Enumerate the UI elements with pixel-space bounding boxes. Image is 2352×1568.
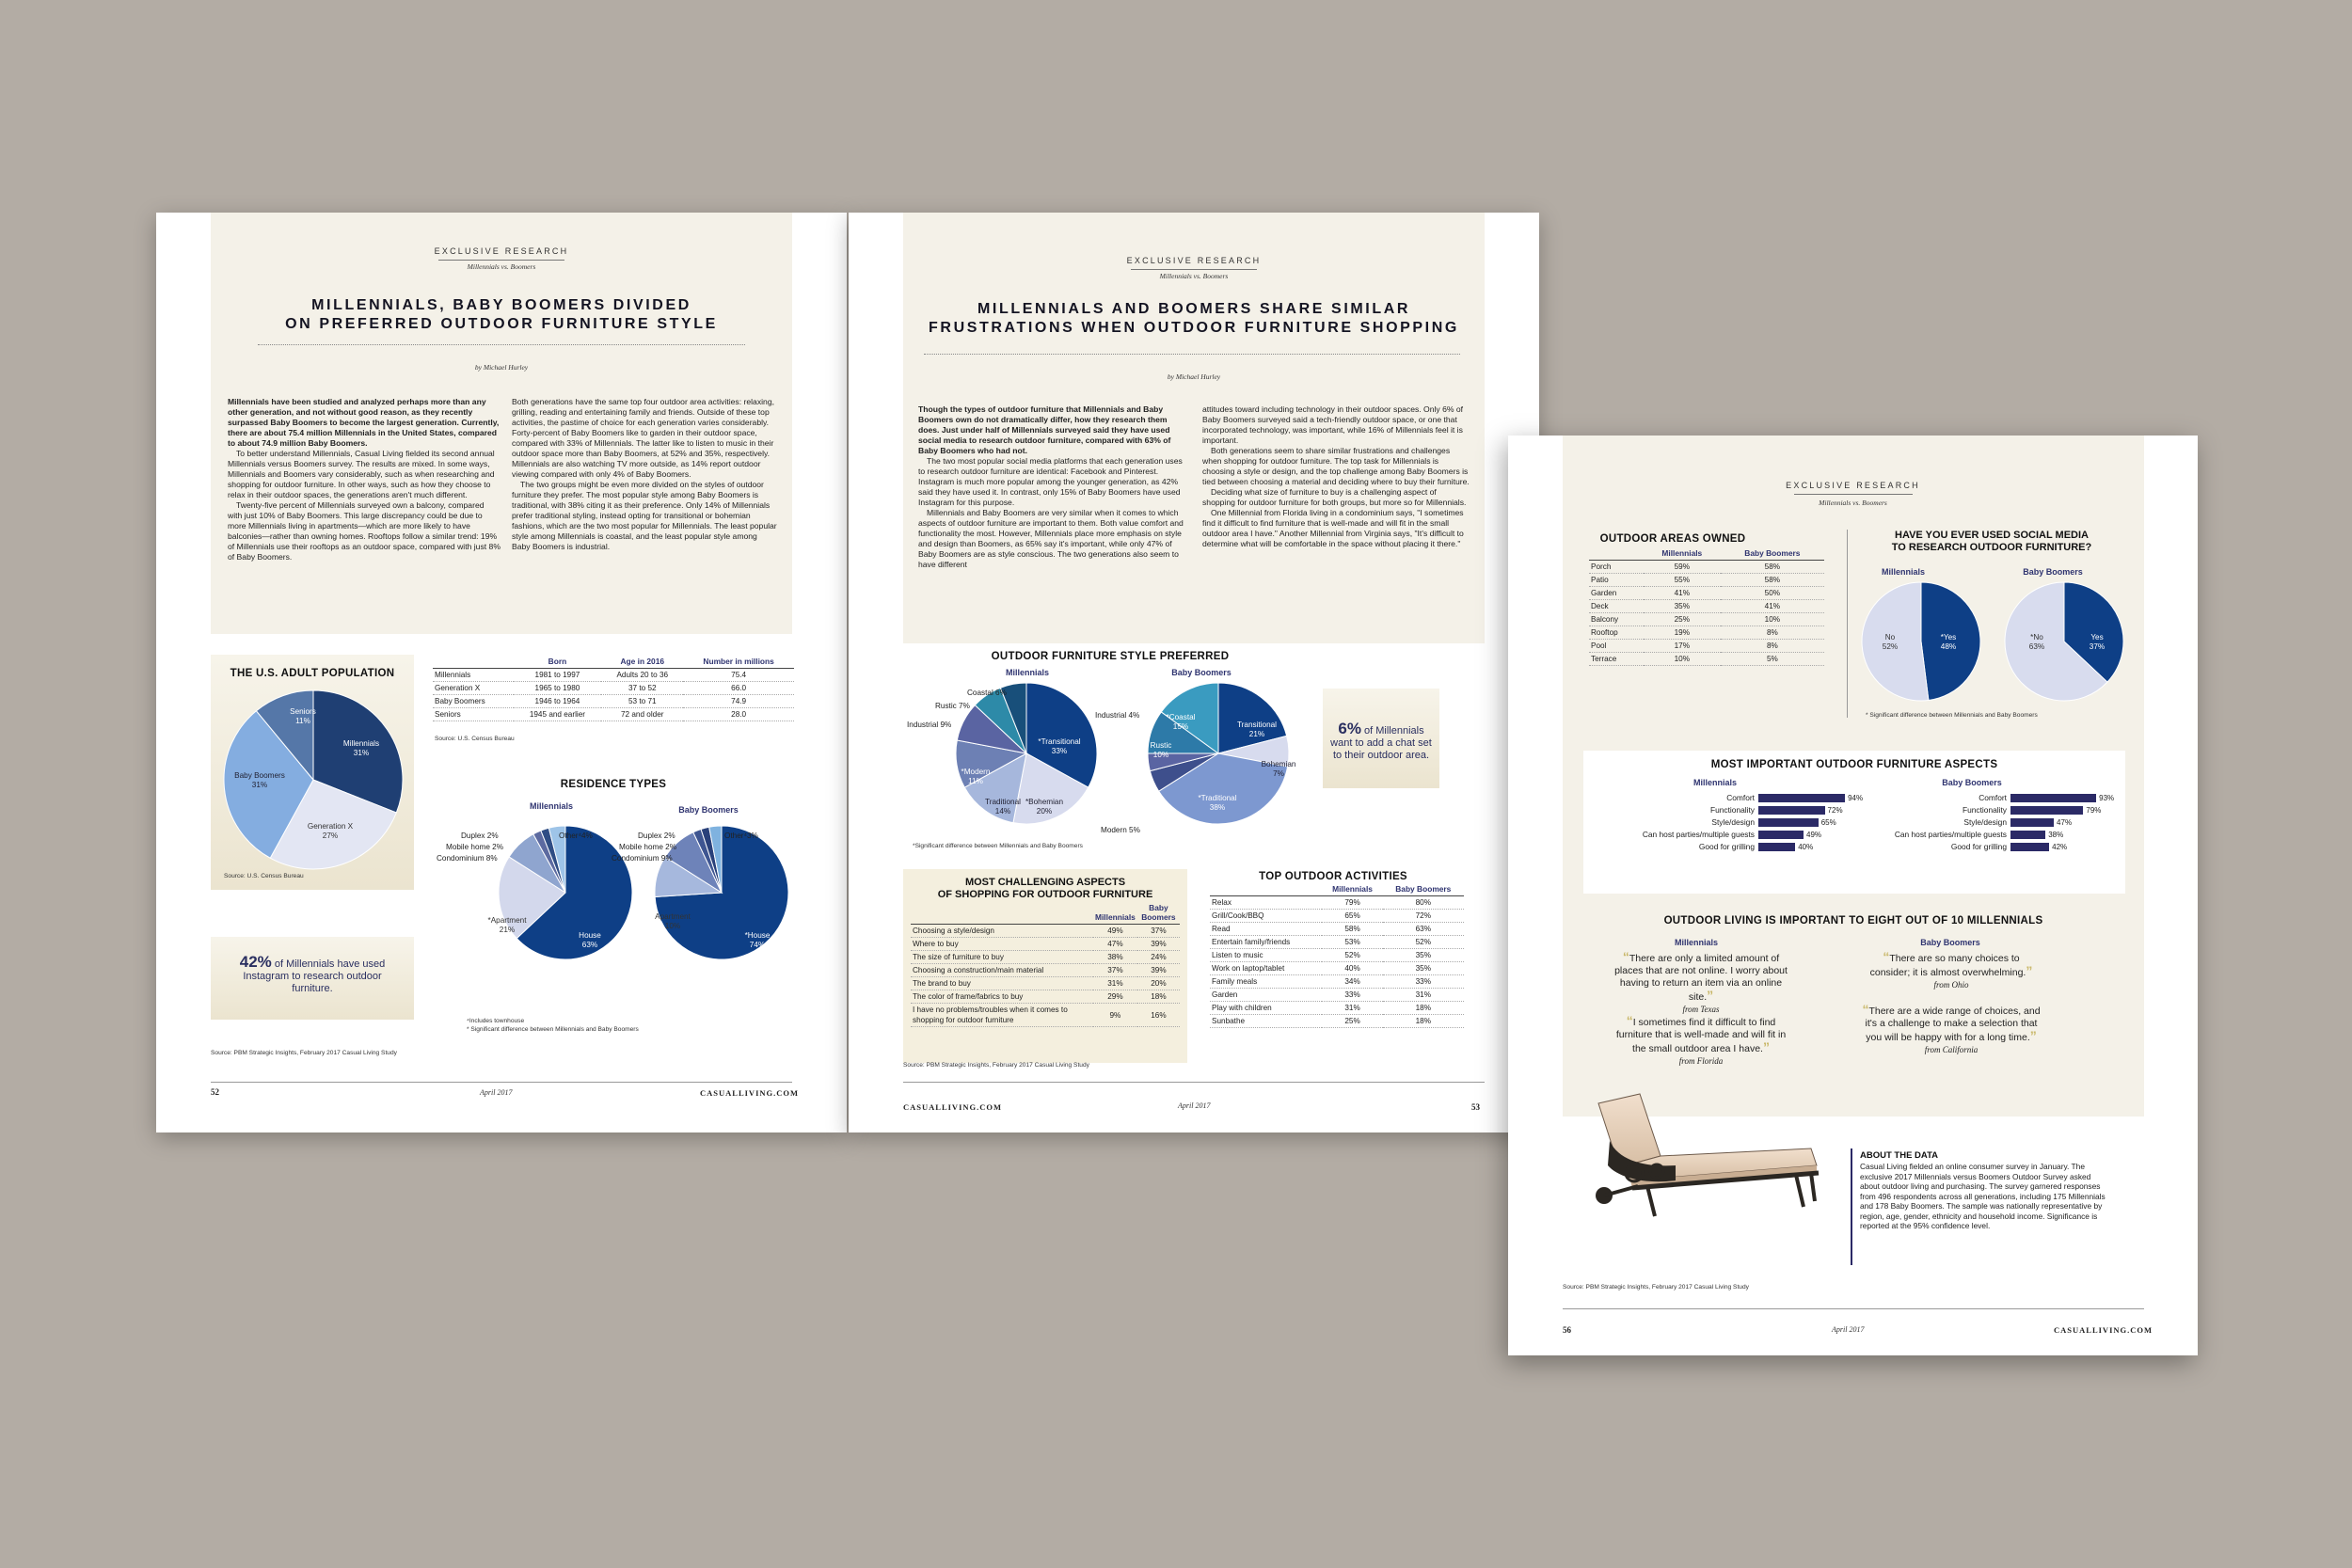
soc-m-no: No 52% bbox=[1882, 633, 1899, 651]
table-cell: 1946 to 1964 bbox=[514, 695, 602, 708]
folio-site: CASUALLIVING.COM bbox=[903, 1102, 1003, 1112]
table-cell: 19% bbox=[1644, 626, 1721, 640]
residence-note-1: ⁴Includes townhouse bbox=[467, 1018, 525, 1024]
table-cell: 37% bbox=[1093, 964, 1137, 977]
sty-b-traditional: *Traditional 38% bbox=[1198, 794, 1237, 812]
paragraph: One Millennial from Florida living in a condominium says, "I sometimes find it difficult to find furniture that is well-made and will fit in the small outdoor area I have." Another Millennial from Virginia says, "It's difficult to determine what will be comfortable in the space without placing it there." bbox=[1202, 508, 1464, 548]
aspects-title: MOST IMPORTANT OUTDOOR FURNITURE ASPECTS bbox=[1710, 759, 1998, 770]
activities-table bbox=[1210, 884, 1464, 1028]
sty-m-industrial: Industrial 9% bbox=[907, 721, 952, 729]
pie-label-seniors: Seniors 11% bbox=[290, 707, 316, 725]
article-column-1 bbox=[918, 404, 1187, 570]
res-b-mobile: Mobile home 2% bbox=[619, 843, 676, 851]
page-source: Source: PBM Strategic Insights, February 2017 Casual Living Study bbox=[903, 1062, 1089, 1069]
table-cell: Millennials bbox=[433, 669, 514, 682]
aspects-boomers-value-0: 93% bbox=[2099, 794, 2115, 802]
sty-b-industrial: Industrial 4% bbox=[1095, 711, 1140, 720]
challenges-title: MOST CHALLENGING ASPECTS OF SHOPPING FOR OUTDOOR FURNITURE bbox=[937, 877, 1153, 900]
res-m-mobile: Mobile home 2% bbox=[446, 843, 503, 851]
table-cell: Porch bbox=[1589, 561, 1644, 574]
paragraph: Millennials have been studied and analyzed perhaps more than any other generation, and not without good reason, as they recently surpassed Baby Boomers to become the largest generation. Currently, there are about 75.4 million Millennials in the United States, compared to about 74.9 million Baby Boomers. bbox=[228, 397, 500, 448]
column-divider bbox=[1847, 530, 1848, 718]
aspects-millennials-bar-1 bbox=[1758, 806, 1825, 815]
table-cell: 35% bbox=[1383, 962, 1464, 975]
table-cell: 52% bbox=[1383, 936, 1464, 949]
table-row bbox=[433, 695, 794, 708]
table-cell: 39% bbox=[1137, 964, 1180, 977]
aspects-boomers-label-0: Comfort bbox=[1979, 793, 2007, 802]
folio-number: 52 bbox=[211, 1087, 219, 1097]
sty-b-bohemian: Bohemian 7% bbox=[1261, 760, 1296, 778]
table-header: Millennials bbox=[1644, 548, 1721, 561]
about-accent-bar bbox=[1851, 1148, 1852, 1265]
table-row bbox=[1210, 936, 1464, 949]
chat-callout: 6% of Millennials want to add a chat set to their outdoor area. bbox=[1330, 720, 1432, 761]
quote-florida: “I sometimes find it difficult to find furniture that is well-made and will fit in the small outdoor area I have.” from Florida bbox=[1615, 1013, 1787, 1066]
table-cell: 80% bbox=[1383, 896, 1464, 910]
aspects-boomers-value-3: 38% bbox=[2048, 831, 2064, 839]
kicker: EXCLUSIVE RESEARCH bbox=[434, 246, 569, 256]
style-title: OUTDOOR FURNITURE STYLE PREFERRED bbox=[991, 651, 1230, 662]
title-rule bbox=[258, 344, 745, 345]
table-header: Baby Boomers bbox=[1137, 903, 1180, 925]
aspects-millennials-label-4: Good for grilling bbox=[1698, 842, 1755, 851]
table-cell: 31% bbox=[1383, 989, 1464, 1002]
paragraph: To better understand Millennials, Casual Living fielded its second annual Millennials versus Boomers survey. The results are mixed. In some ways, Millennials and Boomers vary considerably, such as when researching and shopping for outdoor furniture. In other ways, such as how they choose to relax in their outdoor spaces, the generations aren't much different. bbox=[228, 449, 495, 499]
aspects-boomers-label-3: Can host parties/multiple guests bbox=[1894, 830, 2007, 839]
table-cell: 66.0 bbox=[683, 682, 794, 695]
table-header: Baby Boomers bbox=[1721, 548, 1824, 561]
kicker-rule bbox=[1131, 269, 1257, 270]
aspects-boomers-bar-2 bbox=[2010, 818, 2054, 827]
instagram-callout: 42% of Millennials have used Instagram to research outdoor furniture. bbox=[239, 953, 386, 994]
res-b-condo: Condominium 9% bbox=[612, 854, 673, 863]
aspects-millennials-bar-0 bbox=[1758, 794, 1845, 802]
pie-label-boomers: Baby Boomers 31% bbox=[234, 771, 285, 789]
table-row bbox=[911, 938, 1180, 951]
article-title-line1: MILLENNIALS, BABY BOOMERS DIVIDED bbox=[311, 297, 691, 313]
magazine-page-53 bbox=[849, 213, 1539, 1132]
style-millennials-label: Millennials bbox=[1005, 668, 1049, 677]
aspects-boomers-label-2: Style/design bbox=[1963, 817, 2007, 827]
article-title-line1: MILLENNIALS AND BOOMERS SHARE SIMILAR bbox=[977, 301, 1411, 317]
table-cell: 58% bbox=[1721, 574, 1824, 587]
areas-title: OUTDOOR AREAS OWNED bbox=[1599, 533, 1746, 545]
table-cell: 17% bbox=[1644, 640, 1721, 653]
sty-m-transitional: *Transitional 33% bbox=[1038, 737, 1081, 755]
aspects-millennials-value-2: 65% bbox=[1820, 818, 1836, 827]
table-cell: 49% bbox=[1093, 925, 1137, 938]
table-cell: 33% bbox=[1383, 975, 1464, 989]
table-row bbox=[911, 977, 1180, 990]
res-m-other: Other⁴4% bbox=[559, 832, 593, 840]
table-row bbox=[1589, 626, 1824, 640]
table-cell: 5% bbox=[1721, 653, 1824, 666]
soc-b-no: *No 63% bbox=[2028, 633, 2045, 651]
quote-california: “There are a wide range of choices, and it's a challenge to make a selection that you will be happy with for a long time.” from California bbox=[1862, 1002, 2041, 1054]
article-column-2 bbox=[1202, 404, 1471, 549]
folio-number: 53 bbox=[1471, 1102, 1480, 1112]
table-header: Number in millions bbox=[683, 657, 794, 669]
gen-table-source: Source: U.S. Census Bureau bbox=[435, 736, 515, 742]
aspects-millennials-value-4: 40% bbox=[1798, 843, 1814, 851]
aspects-boomers-label: Baby Boomers bbox=[1942, 778, 2002, 787]
res-m-duplex: Duplex 2% bbox=[461, 832, 499, 840]
table-cell: 24% bbox=[1137, 951, 1180, 964]
aspects-boomers-bar-1 bbox=[2010, 806, 2083, 815]
table-cell: Seniors bbox=[433, 708, 514, 721]
table-cell: Garden bbox=[1589, 587, 1644, 600]
sty-m-modern: *Modern 11% bbox=[961, 768, 991, 785]
res-b-house: *House 74% bbox=[744, 931, 771, 949]
table-header: Millennials bbox=[1093, 903, 1137, 925]
sty-m-bohemian: *Bohemian 20% bbox=[1025, 798, 1064, 816]
table-cell: Choosing a style/design bbox=[911, 925, 1093, 938]
table-cell: Read bbox=[1210, 923, 1322, 936]
res-m-house: House 63% bbox=[579, 931, 601, 949]
table-cell: Garden bbox=[1210, 989, 1322, 1002]
table-row bbox=[433, 682, 794, 695]
table-cell: 41% bbox=[1721, 600, 1824, 613]
table-row bbox=[433, 708, 794, 721]
paragraph: attitudes toward including technology in their outdoor spaces. Only 6% of Baby Boomers surveyed said a tech-friendly outdoor space, or one that incorporated technology, was important, while 16% of Millennials feel it is important. bbox=[1202, 404, 1464, 445]
population-source: Source: U.S. Census Bureau bbox=[224, 873, 304, 879]
aspects-millennials-label-3: Can host parties/multiple guests bbox=[1642, 830, 1755, 839]
soc-m-yes: *Yes 48% bbox=[1940, 633, 1957, 651]
title-rule bbox=[924, 354, 1460, 355]
table-row bbox=[1210, 949, 1464, 962]
table-cell: 31% bbox=[1322, 1002, 1382, 1015]
table-cell: 79% bbox=[1322, 896, 1382, 910]
table-row bbox=[1589, 600, 1824, 613]
style-note: *Significant difference between Millennials and Baby Boomers bbox=[913, 843, 1083, 849]
kicker: EXCLUSIVE RESEARCH bbox=[1126, 256, 1262, 265]
table-header bbox=[1210, 884, 1322, 896]
aspects-millennials-bar-2 bbox=[1758, 818, 1819, 827]
folio-date: April 2017 bbox=[1832, 1325, 1865, 1334]
subkicker: Millennials vs. Boomers bbox=[1819, 499, 1887, 507]
table-cell: 1945 and earlier bbox=[514, 708, 602, 721]
style-boomers-label: Baby Boomers bbox=[1171, 668, 1232, 677]
table-cell: 20% bbox=[1137, 977, 1180, 990]
table-cell: 52% bbox=[1322, 949, 1382, 962]
table-row bbox=[1210, 1002, 1464, 1015]
table-header: Born bbox=[514, 657, 602, 669]
res-b-apartment: Apartment 10% bbox=[655, 912, 691, 930]
aspects-millennials-bar-3 bbox=[1758, 831, 1804, 839]
article-title-line2: FRUSTRATIONS WHEN OUTDOOR FURNITURE SHOPPING bbox=[929, 320, 1459, 336]
paragraph: Though the types of outdoor furniture that Millennials and Baby Boomers own do not dramatically differ, how they research them does. Just under half of Millennials surveyed said they have used social media to research outdoor furniture, compared with 63% of Baby Boomers who had not. bbox=[918, 404, 1171, 455]
kicker: EXCLUSIVE RESEARCH bbox=[1786, 481, 1920, 490]
table-cell: Choosing a construction/main material bbox=[911, 964, 1093, 977]
subkicker: Millennials vs. Boomers bbox=[467, 262, 536, 271]
table-cell: Play with children bbox=[1210, 1002, 1322, 1015]
aspects-millennials-label-1: Functionality bbox=[1709, 805, 1755, 815]
table-cell: The size of furniture to buy bbox=[911, 951, 1093, 964]
table-cell: 40% bbox=[1322, 962, 1382, 975]
table-row bbox=[911, 925, 1180, 938]
table-cell: 18% bbox=[1383, 1002, 1464, 1015]
table-cell: Adults 20 to 36 bbox=[601, 669, 683, 682]
aspects-boomers-value-4: 42% bbox=[2052, 843, 2068, 851]
article-column-2 bbox=[512, 397, 777, 552]
table-row bbox=[1210, 896, 1464, 910]
aspects-boomers-value-2: 47% bbox=[2057, 818, 2073, 827]
table-row bbox=[1589, 561, 1824, 574]
kicker-rule bbox=[438, 260, 564, 261]
table-row bbox=[911, 1004, 1180, 1027]
table-cell: 29% bbox=[1093, 990, 1137, 1004]
table-cell: 35% bbox=[1644, 600, 1721, 613]
table-cell: Grill/Cook/BBQ bbox=[1210, 910, 1322, 923]
table-cell: 25% bbox=[1322, 1015, 1382, 1028]
table-cell: 18% bbox=[1383, 1015, 1464, 1028]
residence-millennials-label: Millennials bbox=[529, 801, 573, 811]
aspects-boomers-value-1: 79% bbox=[2086, 806, 2102, 815]
table-cell: 1965 to 1980 bbox=[514, 682, 602, 695]
pie-label-millennials: Millennials 31% bbox=[342, 739, 380, 757]
table-header bbox=[433, 657, 514, 669]
table-cell: Entertain family/friends bbox=[1210, 936, 1322, 949]
byline: by Michael Hurley bbox=[474, 363, 529, 372]
table-cell: 50% bbox=[1721, 587, 1824, 600]
living-title: OUTDOOR LIVING IS IMPORTANT TO EIGHT OUT OF 10 MILLENNIALS bbox=[1663, 915, 2043, 927]
table-cell: Sunbathe bbox=[1210, 1015, 1322, 1028]
subkicker: Millennials vs. Boomers bbox=[1159, 272, 1229, 280]
table-cell: 35% bbox=[1383, 949, 1464, 962]
magazine-page-52 bbox=[156, 213, 847, 1132]
aspects-millennials-label-0: Comfort bbox=[1726, 793, 1755, 802]
folio-rule bbox=[1563, 1308, 2144, 1309]
table-cell: 65% bbox=[1322, 910, 1382, 923]
quote-texas: “There are only a limited amount of places that are not online. I worry about having to return an item via an online site.” from Texas bbox=[1614, 949, 1788, 1014]
table-cell: 34% bbox=[1322, 975, 1382, 989]
table-cell: 16% bbox=[1137, 1004, 1180, 1027]
table-cell: 31% bbox=[1093, 977, 1137, 990]
table-row bbox=[1589, 613, 1824, 626]
table-cell: 39% bbox=[1137, 938, 1180, 951]
chaise-lounge-image bbox=[1581, 1075, 1826, 1235]
table-cell: 28.0 bbox=[683, 708, 794, 721]
table-row bbox=[911, 951, 1180, 964]
residence-boomers-label: Baby Boomers bbox=[678, 805, 739, 815]
table-cell: 72% bbox=[1383, 910, 1464, 923]
article-column-1 bbox=[228, 397, 501, 562]
table-cell: 72 and older bbox=[601, 708, 683, 721]
magazine-page-56 bbox=[1508, 436, 2198, 1355]
table-row bbox=[433, 669, 794, 682]
article-title-line2: ON PREFERRED OUTDOOR FURNITURE STYLE bbox=[285, 316, 718, 332]
paragraph: The two most popular social media platforms that each generation uses to research outdoor furniture are identical: Facebook and Pinterest. Instagram is much more popular among the younger generation, as 42% said they have used it. In contrast, only 15% of Baby Boomers have used Instagram for this purpose. bbox=[918, 456, 1183, 507]
table-cell: 58% bbox=[1721, 561, 1824, 574]
table-cell: 10% bbox=[1644, 653, 1721, 666]
res-b-duplex: Duplex 2% bbox=[638, 832, 675, 840]
table-cell: Rooftop bbox=[1589, 626, 1644, 640]
table-cell: 37 to 52 bbox=[601, 682, 683, 695]
social-millennials-label: Millennials bbox=[1881, 567, 1925, 577]
soc-b-yes: Yes 37% bbox=[2089, 633, 2106, 651]
table-row bbox=[1589, 640, 1824, 653]
living-millennials-label: Millennials bbox=[1674, 938, 1718, 947]
paragraph: Deciding what size of furniture to buy is a challenging aspect of shopping for outdoor furniture for both groups, but more so for Millennials. bbox=[1202, 487, 1467, 507]
sty-b-coastal: *Coastal 15% bbox=[1166, 713, 1196, 731]
byline: by Michael Hurley bbox=[1167, 372, 1221, 381]
sty-m-traditional: Traditional 14% bbox=[985, 798, 1021, 816]
table-header: Age in 2016 bbox=[601, 657, 683, 669]
table-cell: 53% bbox=[1322, 936, 1382, 949]
table-header bbox=[911, 903, 1093, 925]
table-cell: 38% bbox=[1093, 951, 1137, 964]
table-row bbox=[1210, 989, 1464, 1002]
table-cell: 74.9 bbox=[683, 695, 794, 708]
table-cell: 8% bbox=[1721, 640, 1824, 653]
page-source: Source: PBM Strategic Insights, February 2017 Casual Living Study bbox=[211, 1050, 397, 1056]
table-cell: 37% bbox=[1137, 925, 1180, 938]
table-cell: 53 to 71 bbox=[601, 695, 683, 708]
table-cell: Family meals bbox=[1210, 975, 1322, 989]
aspects-millennials-value-0: 94% bbox=[1848, 794, 1864, 802]
folio-number: 56 bbox=[1563, 1325, 1571, 1335]
living-boomers-label: Baby Boomers bbox=[1920, 938, 1980, 947]
table-cell: Deck bbox=[1589, 600, 1644, 613]
aspects-boomers-bar-0 bbox=[2010, 794, 2096, 802]
social-boomers-label: Baby Boomers bbox=[2023, 567, 2083, 577]
paragraph: Both generations have the same top four outdoor area activities: relaxing, grilling, reading and entertaining family and friends. Outside of these top activities, the pastime of choice for each generation varies considerably. Forty-percent of Baby Boomers like to garden in their outdoor space, compared with 33% of Millennials. The latter like to listen to music in their outdoor space more than Baby Boomers, at 52% and 35%, respectively. Millennials are also watching TV more outside, as 14% report outdoor viewing compared with only 4% of Baby Boomers. bbox=[512, 397, 774, 479]
table-row bbox=[1210, 962, 1464, 975]
paragraph: Millennials and Baby Boomers are very similar when it comes to which aspects of outdoor furniture are important to them. Both value comfort and functionality the most. However, Millennials place more emphasis on style and design than Boomers, as 65% say it's important, while only 47% of Baby Boomers are as style conscious. The two generations also seem to have different bbox=[918, 508, 1184, 569]
aspects-millennials-value-1: 72% bbox=[1827, 806, 1843, 815]
folio-date: April 2017 bbox=[1178, 1101, 1211, 1110]
aspects-millennials-label-2: Style/design bbox=[1711, 817, 1755, 827]
table-cell: 25% bbox=[1644, 613, 1721, 626]
about-title: ABOUT THE DATA bbox=[1860, 1150, 1939, 1161]
paragraph: Both generations seem to share similar frustrations and challenges when shopping for outdoor furniture. The top task for Millennials is choosing a style or design, and the top challenge among Baby Boomers is tied between choosing a material and deciding where to buy their furniture. bbox=[1202, 446, 1470, 486]
table-row bbox=[1589, 587, 1824, 600]
generation-table bbox=[433, 657, 794, 721]
table-cell: 55% bbox=[1644, 574, 1721, 587]
table-cell: Baby Boomers bbox=[433, 695, 514, 708]
social-title: HAVE YOU EVER USED SOCIAL MEDIA TO RESEARCH OUTDOOR FURNITURE? bbox=[1891, 530, 2092, 553]
table-cell: 63% bbox=[1383, 923, 1464, 936]
res-b-other: Other⁴3% bbox=[724, 832, 758, 840]
sty-m-rustic: Rustic 7% bbox=[935, 702, 970, 710]
table-cell: Generation X bbox=[433, 682, 514, 695]
res-m-condo: Condominium 8% bbox=[437, 854, 498, 863]
table-cell: 8% bbox=[1721, 626, 1824, 640]
table-cell: 47% bbox=[1093, 938, 1137, 951]
folio-site: CASUALLIVING.COM bbox=[2054, 1325, 2153, 1335]
table-cell: 59% bbox=[1644, 561, 1721, 574]
table-cell: 33% bbox=[1322, 989, 1382, 1002]
table-row bbox=[1589, 653, 1824, 666]
folio-site: CASUALLIVING.COM bbox=[700, 1088, 800, 1098]
table-cell: 10% bbox=[1721, 613, 1824, 626]
sty-m-coastal: Coastal 6% bbox=[967, 689, 1007, 697]
areas-table bbox=[1589, 548, 1824, 666]
table-cell: 41% bbox=[1644, 587, 1721, 600]
folio-rule bbox=[903, 1082, 1485, 1083]
table-row bbox=[1589, 574, 1824, 587]
table-row bbox=[1210, 910, 1464, 923]
table-cell: I have no problems/troubles when it comes to shopping for outdoor furniture bbox=[911, 1004, 1093, 1027]
table-header: Millennials bbox=[1322, 884, 1382, 896]
table-cell: Work on laptop/tablet bbox=[1210, 962, 1322, 975]
aspects-millennials-bar-4 bbox=[1758, 843, 1795, 851]
aspects-millennials-label: Millennials bbox=[1692, 778, 1737, 787]
table-cell: 18% bbox=[1137, 990, 1180, 1004]
pie-label-genx: Generation X 27% bbox=[307, 822, 354, 840]
aspects-boomers-bar-4 bbox=[2010, 843, 2049, 851]
aspects-boomers-bar-3 bbox=[2010, 831, 2045, 839]
table-cell: 9% bbox=[1093, 1004, 1137, 1027]
aspects-boomers-label-4: Good for grilling bbox=[1950, 842, 2007, 851]
table-cell: Listen to music bbox=[1210, 949, 1322, 962]
table-cell: Relax bbox=[1210, 896, 1322, 910]
sty-b-transitional: Transitional 21% bbox=[1236, 721, 1278, 738]
table-cell: 58% bbox=[1322, 923, 1382, 936]
table-cell: 75.4 bbox=[683, 669, 794, 682]
table-cell: The color of frame/fabrics to buy bbox=[911, 990, 1093, 1004]
challenges-table bbox=[911, 903, 1180, 1027]
kicker-rule bbox=[1794, 494, 1913, 495]
table-row bbox=[911, 964, 1180, 977]
residence-title: RESIDENCE TYPES bbox=[560, 779, 667, 790]
paragraph: The two groups might be even more divided on the styles of outdoor furniture they prefer. The most popular style among Baby Boomers is traditional, with 38% citing it as their preference. Only 14% of Millennials prefer traditional styling, instead opting for transitional or bohemian fashions, which are the two most popular for Millennials. The least popular style among Millennials is coastal, and the least popular style among Baby Boomers is industrial. bbox=[512, 480, 777, 551]
table-cell: Pool bbox=[1589, 640, 1644, 653]
table-cell: Where to buy bbox=[911, 938, 1093, 951]
residence-note-2: * Significant difference between Millennials and Baby Boomers bbox=[467, 1026, 639, 1033]
table-row bbox=[1210, 975, 1464, 989]
table-row bbox=[1210, 923, 1464, 936]
table-row bbox=[1210, 1015, 1464, 1028]
folio-rule bbox=[211, 1082, 792, 1083]
paragraph: Twenty-five percent of Millennials surveyed own a balcony, compared with just 10% of Baby Boomers. This large discrepancy could be due to more Millennials living in apartments—which are more likely to have balconies—rather than owning homes. Rooftops follow a similar trend: 19% of Millennials use their rooftops as an outdoor space, compared with just 8% of Baby Boomers. bbox=[228, 500, 501, 562]
quote-ohio: “There are so many choices to consider; it is almost overwhelming.” from Ohio bbox=[1869, 949, 2033, 990]
about-text: Casual Living fielded an online consumer survey in January. The exclusive 2017 Millennials versus Boomers Outdoor Survey asked about outdoor living and purchasing. The survey garnered responses from 496 respondents across all generations, including 175 Millennials and 178 Baby Boomers. The sample was nationally representative by region, age, gender, ethnicity and household income. Significance is reported at the 95% confidence level. bbox=[1860, 1162, 2106, 1230]
aspects-boomers-label-1: Functionality bbox=[1962, 805, 2007, 815]
sty-b-rustic: Rustic 10% bbox=[1150, 741, 1172, 759]
page-source: Source: PBM Strategic Insights, February 2017 Casual Living Study bbox=[1563, 1284, 1749, 1291]
res-m-apartment: *Apartment 21% bbox=[487, 916, 527, 934]
table-cell: Patio bbox=[1589, 574, 1644, 587]
table-cell: 1981 to 1997 bbox=[514, 669, 602, 682]
table-header bbox=[1589, 548, 1644, 561]
social-note: * Significant difference between Millennials and Baby Boomers bbox=[1866, 712, 2038, 719]
activities-title: TOP OUTDOOR ACTIVITIES bbox=[1259, 871, 1407, 882]
table-cell: Terrace bbox=[1589, 653, 1644, 666]
table-cell: Balcony bbox=[1589, 613, 1644, 626]
table-row bbox=[911, 990, 1180, 1004]
table-header: Baby Boomers bbox=[1383, 884, 1464, 896]
table-cell: The brand to buy bbox=[911, 977, 1093, 990]
population-title: THE U.S. ADULT POPULATION bbox=[230, 668, 395, 679]
sty-b-modern: Modern 5% bbox=[1101, 826, 1140, 834]
aspects-millennials-value-3: 49% bbox=[1806, 831, 1822, 839]
folio-date: April 2017 bbox=[480, 1088, 513, 1097]
